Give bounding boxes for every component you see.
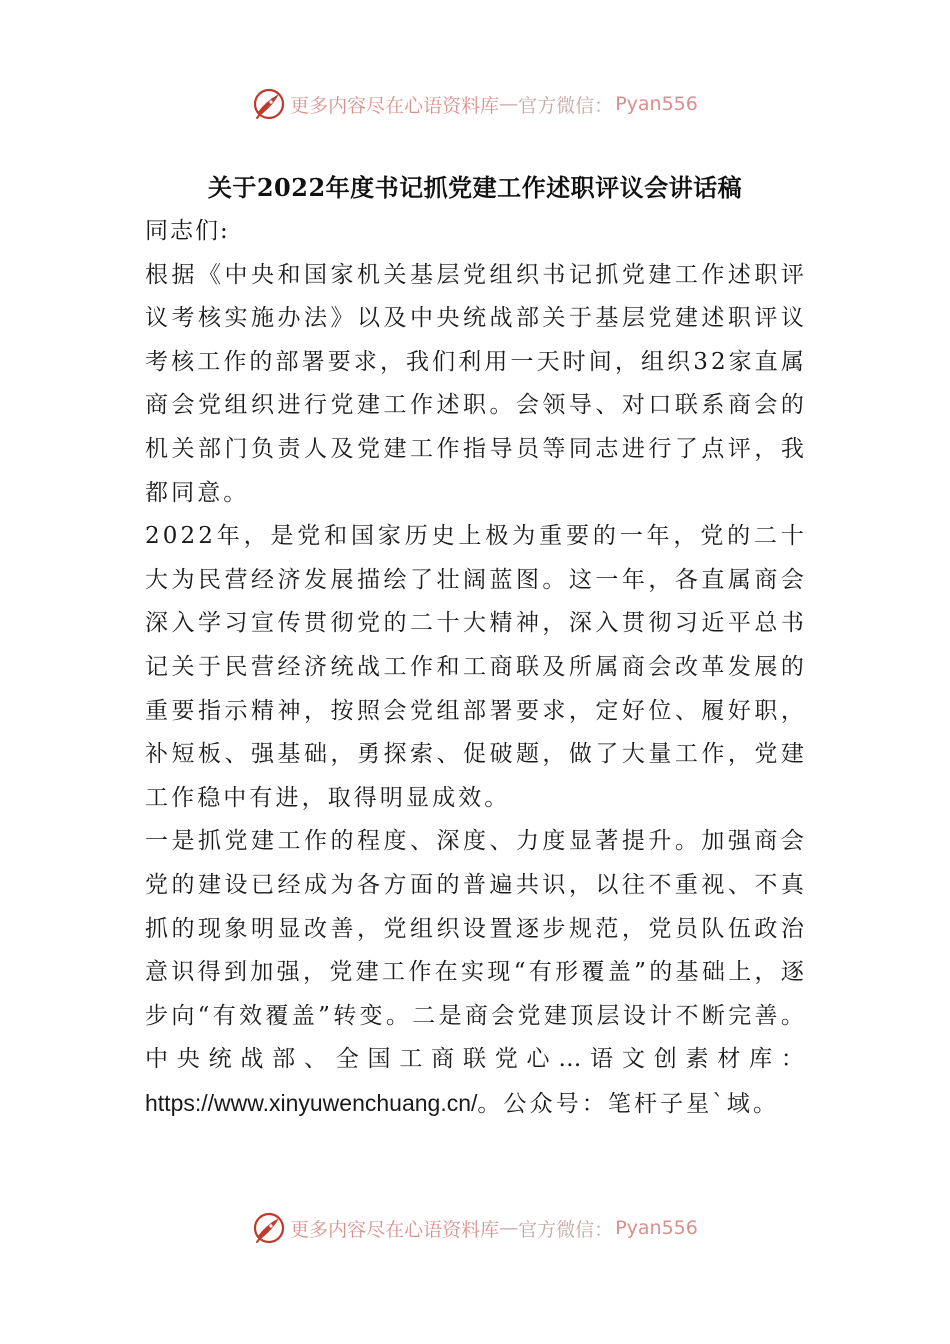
banner-brand-text: 更多内容尽在心语资料库 — [290, 1218, 500, 1241]
document-title: 关于2022年度书记抓党建工作述职评议会讲话稿 — [207, 173, 743, 202]
paragraph-3-trailing: 。公众号：笔杆子星`域。 — [477, 1090, 780, 1117]
banner-dash: — — [499, 1217, 519, 1239]
banner-wechat-label: 官方微信： — [518, 1218, 614, 1241]
footer-watermark-banner — [0, 1208, 950, 1248]
pen-nib-logo-icon — [252, 1211, 286, 1245]
paragraph-1: 根据《中央和国家机关基层党组织书记抓党建工作述职评议考核实施办法》以及中央统战部关于基层党建述职评议考核工作的部署要求，我们利用一天时间，组织32家直属商会党组织进行党建工作述职。会领导、对口联系商会的机关部门负责人及党建工作指导员等同志进行了点评，我都同意。 — [145, 261, 807, 506]
header-watermark-banner — [0, 84, 950, 124]
salutation: 同志们: — [145, 218, 230, 244]
banner-wechat-label: 官方微信： — [518, 94, 614, 117]
pen-nib-logo-icon — [252, 87, 286, 121]
source-url-link[interactable]: https://www.xinyuwenchuang.cn/ — [145, 1089, 478, 1116]
document-body — [145, 210, 807, 1126]
banner-brand-text: 更多内容尽在心语资料库 — [290, 94, 500, 117]
banner-wechat-id: Pyan556 — [615, 93, 698, 115]
banner-wechat-id: Pyan556 — [615, 1217, 698, 1239]
paragraph-3-text: 一是抓党建工作的程度、深度、力度显著提升。加强商会党的建设已经成为各方面的普遍共识，以往不重视、不真抓的现象明显改善，党组织设置逐步规范，党员队伍政治意识得到加强，党建工作在实现“有形覆盖”的基础上，逐步向“有效覆盖”转变。二是商会党建顶层设计不断完善。中央统战部、全国工商联党心…语文创素材库： — [145, 828, 807, 1073]
paragraph-3 — [145, 820, 807, 1126]
banner-dash: — — [499, 93, 519, 115]
paragraph-2: 2022年，是党和国家历史上极为重要的一年，党的二十大为民营经济发展描绘了壮阔蓝图。这一年，各直属商会深入学习宣传贯彻党的二十大精神，深入贯彻习近平总书记关于民营经济统战工作和工商联及所属商会改革发展的重要指示精神，按照会党组部署要求，定好位、履好职，补短板、强基础，勇探索、促破题，做了大量工作，党建工作稳中有进，取得明显成效。 — [145, 523, 807, 811]
